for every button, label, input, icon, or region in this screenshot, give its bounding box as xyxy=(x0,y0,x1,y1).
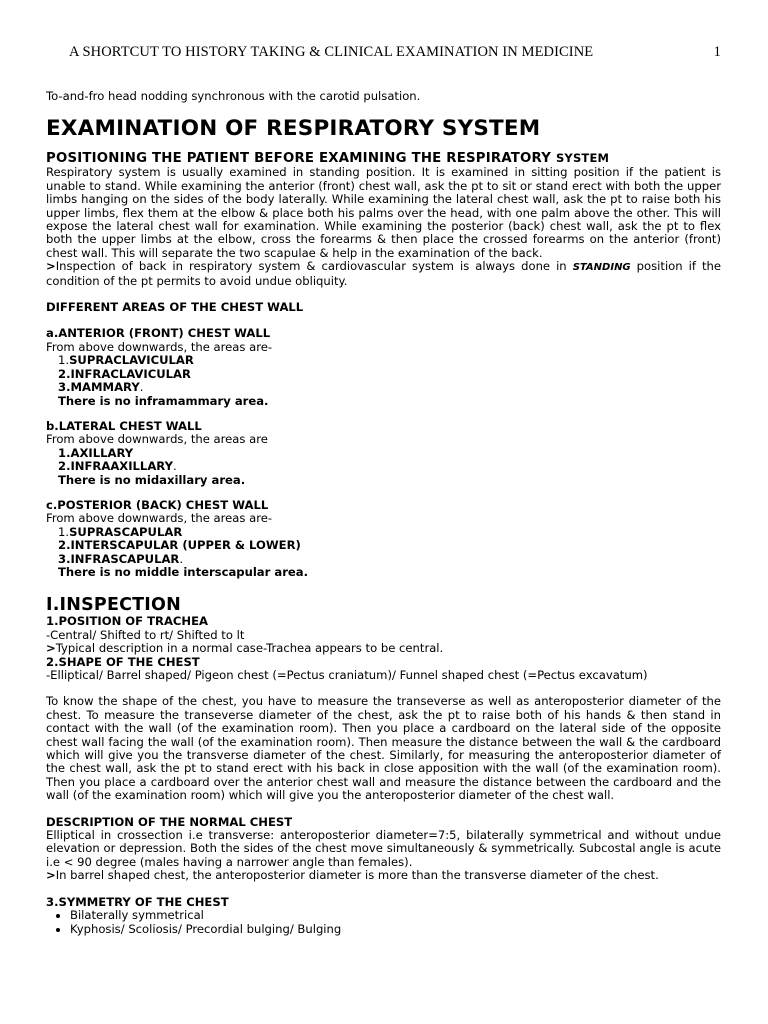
trachea-line1: -Central/ Shifted to rt/ Shifted to lt xyxy=(46,627,245,642)
positioning-heading-tail: SYSTEM xyxy=(555,151,610,166)
running-header-title: A SHORTCUT TO HISTORY TAKING & CLINICAL EXAMINATION IN MEDICINE xyxy=(69,44,594,60)
lateral-note: There is no midaxillary area. xyxy=(58,472,246,487)
shape-paragraph: To know the shape of the chest, you have to measure the transeverse as well as anteroposterior diameter of the chest. To measure the transeverse diameter of the chest, ask the pt to raise both of his hands & then stand in contact with the wall (of the examination room). Then you place a cardboard on the lateral side of the opposite chest wall facing the wall (of the examination room). Then measure the distance between the wall & the cardboard which will give you the transverse diameter of the chest. Similarly, for measuring the anteroposterior diameter of the chest wall, ask the pt to stand erect with his back in close apposition with the wall (of the examination room). Then you place a cardboard over the anterior chest wall and measure the distance between the cardboard and the wall (of the examination room) which will give you the anteroposterior diameter of the chest wall. xyxy=(46,694,721,803)
note-after: position if the condition of the pt permits to avoid undue obliquity. xyxy=(46,259,721,288)
normal-heading: DESCRIPTION OF THE NORMAL CHEST xyxy=(46,814,293,829)
shape-heading: 2.SHAPE OF THE CHEST xyxy=(46,654,200,669)
anterior-lead: From above downwards, the areas are- xyxy=(46,339,273,354)
item-suffix: . xyxy=(139,380,144,395)
item-label: AXILLARY xyxy=(70,445,134,460)
trachea-line2 xyxy=(46,642,721,655)
normal-note-text: In barrel shaped chest, the anteroposterior diameter is more than the transverse diameter of the chest. xyxy=(55,868,659,883)
item-suffix: . xyxy=(179,551,184,566)
symmetry-heading: 3.SYMMETRY OF THE CHEST xyxy=(46,894,229,909)
item-label: SUPRASCAPULAR xyxy=(69,524,183,539)
item-suffix: . xyxy=(172,459,177,474)
normal-paragraph: Elliptical in crossection i.e transverse: anteroposterior diameter=7:5, bilaterally symmetrical and without undue elevation or depression. Both the sides of the chest move simultaneously & symmetrically. Subcostal angle is acute i.e < 90 degree (males having a narrower angle than females). xyxy=(46,828,721,869)
inspection-heading: I.INSPECTION xyxy=(46,595,181,616)
list-item xyxy=(46,354,721,367)
lateral-lead: From above downwards, the areas are xyxy=(46,432,268,447)
note-marker: > xyxy=(46,868,56,883)
item-label: INFRACLAVICULAR xyxy=(70,366,191,381)
item-number: 2. xyxy=(58,366,71,381)
lateral-heading: b.LATERAL CHEST WALL xyxy=(46,418,202,433)
list-item: • Kyphosis/ Scoliosis/ Precordial bulging/ Bulging xyxy=(70,923,721,936)
list-item xyxy=(46,553,721,566)
item-number: 2. xyxy=(58,538,71,553)
note-before: Inspection of back in respiratory system & cardiovascular system is always done in xyxy=(55,259,573,274)
trachea-typical: Typical description in a normal case-Trachea appears to be central. xyxy=(55,641,444,656)
list-item: • Bilaterally symmetrical xyxy=(70,909,721,922)
intro-line: To-and-fro head nodding synchronous with the carotid pulsation. xyxy=(46,89,421,103)
note-emphasis: STANDING xyxy=(572,262,631,274)
item-label: MAMMARY xyxy=(70,380,140,395)
main-title: EXAMINATION OF RESPIRATORY SYSTEM xyxy=(46,116,541,142)
item-label: INTERSCAPULAR (UPPER & LOWER) xyxy=(70,538,301,553)
positioning-heading xyxy=(46,151,721,166)
list-item xyxy=(46,381,721,394)
posterior-list xyxy=(46,526,721,580)
symmetry-list xyxy=(46,909,721,936)
item-number: 3. xyxy=(58,551,71,566)
positioning-heading-main: POSITIONING THE PATIENT BEFORE EXAMINING THE RESPIRATORY xyxy=(46,151,552,167)
anterior-heading: a.ANTERIOR (FRONT) CHEST WALL xyxy=(46,326,271,341)
posterior-lead: From above downwards, the areas are- xyxy=(46,511,273,526)
lateral-list xyxy=(46,447,721,487)
list-item xyxy=(46,526,721,539)
list-item xyxy=(46,447,721,460)
positioning-note xyxy=(46,260,721,288)
trachea-heading: 1.POSITION OF TRACHEA xyxy=(46,614,209,629)
item-number: 3. xyxy=(58,380,71,395)
page-number: 1 xyxy=(713,44,721,60)
item-number: 1. xyxy=(58,445,71,460)
item-number: 1. xyxy=(58,524,70,539)
areas-heading: DIFFERENT AREAS OF THE CHEST WALL xyxy=(46,300,304,315)
note-marker: > xyxy=(46,641,56,656)
document-body xyxy=(46,90,721,936)
note-marker: > xyxy=(46,259,56,274)
shape-line1: -Elliptical/ Barrel shaped/ Pigeon chest (=Pectus craniatum)/ Funnel shaped chest (=Pectus excavatum) xyxy=(46,668,648,682)
item-number: 2. xyxy=(58,459,71,474)
positioning-paragraph: Respiratory system is usually examined in standing position. It is examined in sitting position if the patient is unable to stand. While examining the anterior (front) chest wall, ask the pt to sit or stand erect with both the upper limbs hanging on the sides of the body laterally. While examining the lateral chest wall, ask the pt to raise both his upper limbs, flex them at the elbow & place both his palms over the head, with one palm above the other. This will expose the lateral chest wall for examination. While examining the posterior (back) chest wall, ask the pt to flex both the upper limbs at the elbow, cross the forearms & then place the crossed forearms on the anterior (front) chest wall. This will separate the two scapulae & help in the examination of the back. xyxy=(46,165,721,260)
anterior-note: There is no inframammary area. xyxy=(58,393,269,408)
item-label: SUPRACLAVICULAR xyxy=(69,353,194,368)
posterior-heading: c.POSTERIOR (BACK) CHEST WALL xyxy=(46,497,269,512)
item-number: 1. xyxy=(58,353,70,368)
anterior-list xyxy=(46,354,721,408)
running-header xyxy=(69,44,721,61)
list-item xyxy=(46,460,721,473)
posterior-note: There is no middle interscapular area. xyxy=(58,564,309,579)
item-label: INFRAAXILLARY xyxy=(70,459,173,474)
list-item xyxy=(46,539,721,552)
list-item xyxy=(46,368,721,381)
item-label: INFRASCAPULAR xyxy=(70,551,180,566)
normal-note xyxy=(46,869,721,882)
